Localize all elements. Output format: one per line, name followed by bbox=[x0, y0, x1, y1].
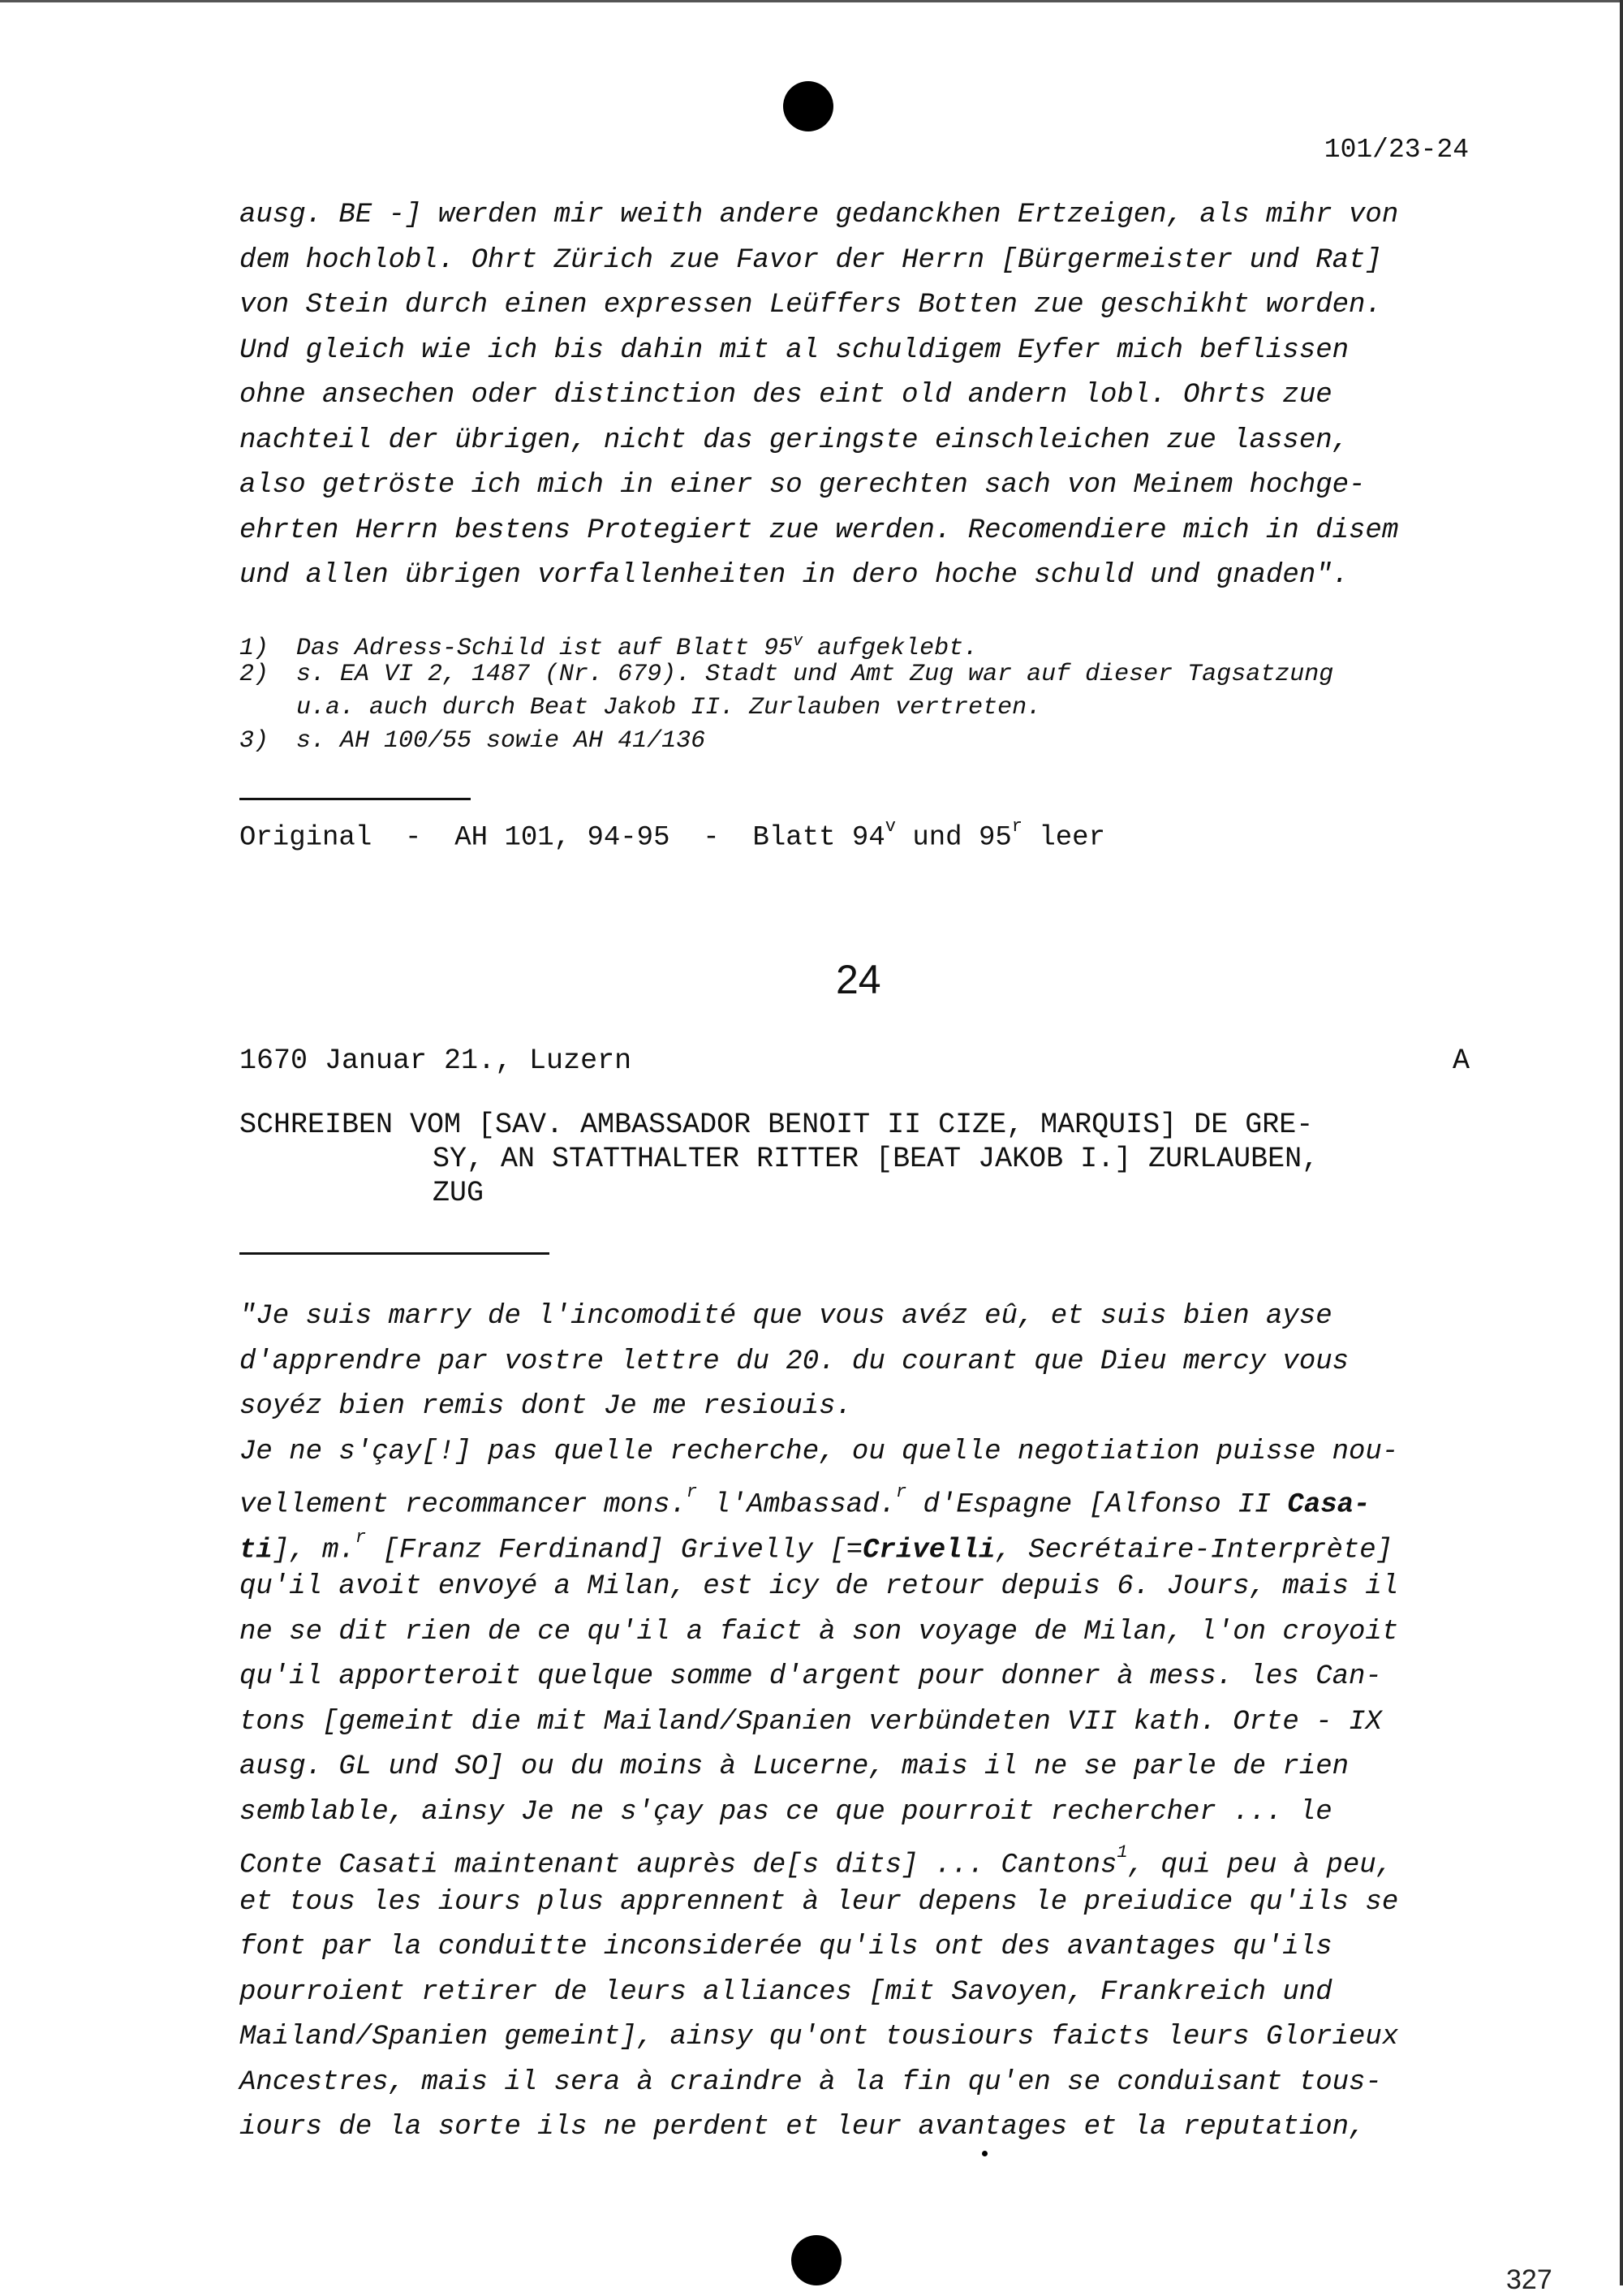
source-text: und 95 bbox=[895, 822, 1012, 854]
footnote-1 bbox=[239, 625, 1473, 662]
text-run: vellement recommancer mons. bbox=[239, 1489, 687, 1521]
text-line: Und gleich wie ich bis dahin mit al schuldigem Eyfer mich beflissen bbox=[239, 334, 1350, 366]
text-run: l'Ambassad. bbox=[697, 1489, 896, 1521]
footnote-text: u.a. auch durch Beat Jakob II. Zurlauben vertreten. bbox=[296, 694, 1042, 722]
handwritten-page-number: 327 bbox=[1506, 2264, 1552, 2295]
text-line: tons [gemeint die mit Mailand/Spanien verbündeten VII kath. Orte - IX bbox=[239, 1706, 1382, 1738]
superscript: r bbox=[686, 1482, 698, 1502]
text-line bbox=[239, 1835, 1473, 1880]
footnotes bbox=[239, 625, 1473, 758]
text-line: also getröste ich mich in einer so gerechten sach von Meinem hochge- bbox=[239, 470, 1366, 501]
text-line bbox=[239, 1475, 1473, 1520]
bold-name: ti bbox=[239, 1534, 273, 1566]
footnote-number: 2) bbox=[239, 661, 269, 688]
text-line: semblable, ainsy Je ne s'çay pas ce que pourroit rechercher ... le bbox=[239, 1796, 1332, 1828]
title-line: ZUG bbox=[433, 1177, 484, 1209]
superscript: r bbox=[895, 1482, 907, 1502]
footnote-text: aufgeklebt. bbox=[803, 635, 979, 662]
text-line: dem hochlobl. Ohrt Zürich zue Favor der Herrn [Bürgermeister und Rat] bbox=[239, 244, 1382, 276]
reference-number: 101/23-24 bbox=[1324, 135, 1469, 165]
text-run: ], m. bbox=[272, 1534, 355, 1566]
footnote-3 bbox=[239, 725, 1473, 758]
text-line: von Stein durch einen expressen Leüffers Botten zue geschikht worden. bbox=[239, 290, 1382, 321]
document-title bbox=[239, 1108, 1319, 1210]
text-line: nachteil der übrigen, nicht das geringste einschleichen zue lassen, bbox=[239, 424, 1350, 456]
source-superscript: v bbox=[885, 816, 896, 837]
text-line: ohne ansechen oder distinction des eint old andern lobl. Ohrts zue bbox=[239, 380, 1332, 411]
punch-hole-bottom bbox=[791, 2235, 842, 2285]
source-superscript: r bbox=[1011, 816, 1022, 837]
document-number: 24 bbox=[836, 957, 881, 1002]
footnote-text: s. EA VI 2, 1487 (Nr. 679). Stadt und Amt Zug war auf dieser Tagsatzung bbox=[296, 661, 1334, 688]
text-line: ausg. GL und SO] ou du moins à Lucerne, mais il ne se parle de rien bbox=[239, 1751, 1350, 1782]
text-line: ehrten Herrn bestens Protegiert zue werden. Recomendiere mich in disem bbox=[239, 515, 1399, 546]
text-line: "Je suis marry de l'incomodité que vous avéz eû, et suis bien ayse bbox=[239, 1301, 1332, 1332]
footnote-text: Das Adress-Schild ist auf Blatt 95 bbox=[296, 635, 794, 662]
divider-rule bbox=[239, 1252, 549, 1255]
footnote-superscript: v bbox=[793, 632, 803, 651]
text-line: ne se dit rien de ce qu'il a faict à son voyage de Milan, l'on croyoit bbox=[239, 1616, 1399, 1648]
text-run: , Secrétaire-Interprète] bbox=[995, 1534, 1393, 1566]
page-right-edge bbox=[1620, 0, 1623, 2285]
title-line: SCHREIBEN VOM [SAV. AMBASSADOR BENOIT II CIZE, MARQUIS] DE GRE- bbox=[239, 1109, 1314, 1141]
speck-mark bbox=[982, 2151, 988, 2156]
text-run: d'Espagne [Alfonso II bbox=[906, 1489, 1288, 1521]
footnote-number: 3) bbox=[239, 727, 269, 755]
text-line: qu'il avoit envoyé a Milan, est icy de retour depuis 6. Jours, mais il bbox=[239, 1571, 1399, 1602]
text-line: pourroient retirer de leurs alliances [mit Savoyen, Frankreich und bbox=[239, 1976, 1332, 2008]
title-line: SY, AN STATTHALTER RITTER [BEAT JAKOB I.] ZURLAUBEN, bbox=[433, 1143, 1319, 1175]
text-line: font par la conduitte inconsiderée qu'ils ont des avantages qu'ils bbox=[239, 1932, 1332, 1962]
superscript: r bbox=[355, 1527, 367, 1548]
text-line: d'apprendre par vostre lettre du 20. du courant que Dieu mercy vous bbox=[239, 1346, 1350, 1377]
source-text: Original - AH 101, 94-95 - Blatt 94 bbox=[239, 822, 885, 854]
page-top-edge bbox=[0, 0, 1623, 2]
punch-hole-top bbox=[783, 81, 833, 131]
text-line: und allen übrigen vorfallenheiten in dero hoche schuld und gnaden". bbox=[239, 560, 1350, 591]
text-run: , qui peu à peu, bbox=[1127, 1850, 1393, 1881]
text-line: Je ne s'çay[!] pas quelle recherche, ou quelle negotiation puisse nou- bbox=[239, 1436, 1399, 1467]
text-run: Conte Casati maintenant auprès de[s dits] ... Cantons bbox=[239, 1850, 1117, 1881]
text-line: Mailand/Spanien gemeint], ainsy qu'ont tousiours faicts leurs Glorieux bbox=[239, 2022, 1399, 2053]
text-line: soyéz bien remis dont Je me resiouis. bbox=[239, 1391, 852, 1422]
footnote-text: s. AH 100/55 sowie AH 41/136 bbox=[296, 727, 706, 755]
footnote-2-continued bbox=[239, 691, 1473, 725]
footnote-reference: 1 bbox=[1117, 1842, 1128, 1863]
text-line: Ancestres, mais il sera à craindre à la fin qu'en se conduisant tous- bbox=[239, 2066, 1382, 2098]
bold-name: Casa- bbox=[1287, 1489, 1371, 1521]
text-line bbox=[239, 1520, 1473, 1566]
document-classification: A bbox=[1453, 1045, 1470, 1077]
document-date-place: 1670 Januar 21., Luzern bbox=[239, 1045, 632, 1077]
text-line: et tous les iours plus apprennent à leur depens le preiudice qu'ils se bbox=[239, 1886, 1399, 1918]
divider-rule bbox=[239, 798, 471, 800]
text-line: ausg. BE -] werden mir weith andere gedanckhen Ertzeigen, als mihr von bbox=[239, 200, 1399, 230]
source-text: leer bbox=[1022, 822, 1105, 854]
source-line bbox=[239, 816, 1105, 854]
text-line: qu'il apporteroit quelque somme d'argent pour donner à mess. les Can- bbox=[239, 1661, 1382, 1692]
footnote-number: 1) bbox=[239, 635, 269, 662]
text-run: [Franz Ferdinand] Grivelly [= bbox=[366, 1534, 863, 1566]
bold-name: Crivelli bbox=[863, 1534, 996, 1566]
footnote-2 bbox=[239, 658, 1473, 691]
text-line: iours de la sorte ils ne perdent et leur avantages et la reputation, bbox=[239, 2112, 1366, 2143]
continuation-paragraph bbox=[239, 193, 1473, 599]
letter-body bbox=[239, 1294, 1473, 2151]
